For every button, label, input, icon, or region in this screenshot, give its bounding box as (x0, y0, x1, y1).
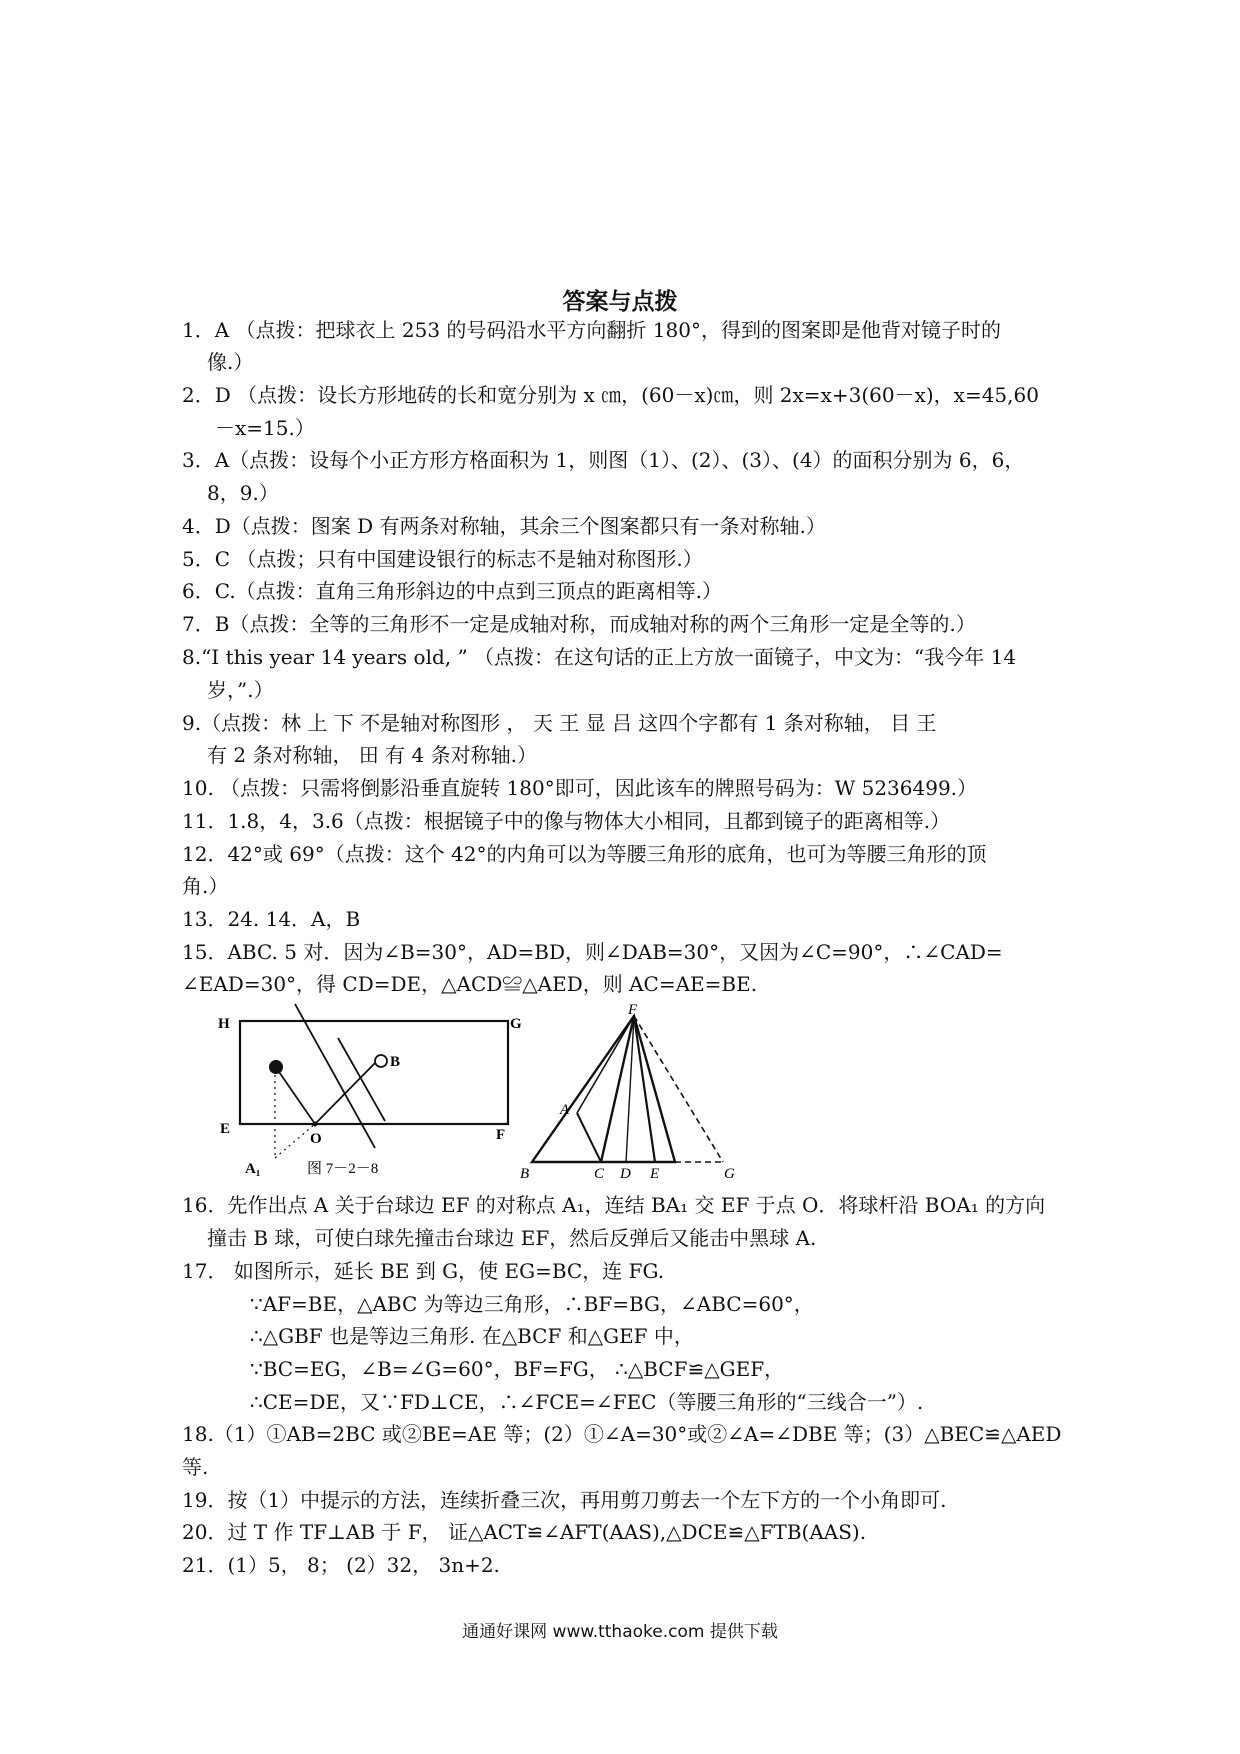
black-ball-icon (269, 1060, 283, 1074)
label-E: E (220, 1121, 231, 1137)
answer-16-line-2: 撞击 B 球，可使白球先撞击台球边 EF，然后反弹后又能击中黑球 A. (207, 1226, 817, 1250)
answer-7: 7．B（点拨：全等的三角形不一定是成轴对称，而成轴对称的两个三角形一定是全等的.） (182, 612, 976, 636)
label-G: G (510, 1016, 522, 1032)
label-F-apex: F (628, 1002, 638, 1018)
answer-19: 19．按（1）中提示的方法，连续折叠三次，再用剪刀剪去一个左下方的一个小角即可. (182, 1488, 947, 1512)
answer-2-line-1: 2．D （点拨：设长方形地砖的长和宽分别为 x ㎝，(60－x)㎝，则 2x=x+3(60－x)，x=45,60 (182, 383, 1039, 407)
answer-17: 17． 如图所示，延长 BE 到 G，使 EG=BC，连 FG. (182, 1259, 665, 1283)
page-title: 答案与点拨 (562, 289, 678, 315)
answer-6: 6．C.（点拨：直角三角形斜边的中点到三顶点的距离相等.） (182, 579, 723, 603)
answer-8-line-2: 岁，”.） (207, 678, 274, 702)
answer-4: 4．D（点拨：图案 D 有两条对称轴，其余三个图案都只有一条对称轴.） (182, 514, 826, 538)
label-H: H (218, 1016, 230, 1032)
answer-12-line-1: 12．42°或 69°（点拨：这个 42°的内角可以为等腰三角形的底角，也可为等腰三角形的顶 (182, 842, 987, 866)
label-C: C (594, 1166, 605, 1182)
answer-11: 11．1.8，4，3.6（点拨：根据镜子中的像与物体大小相同，且都到镜子的距离相等.） (182, 809, 951, 833)
label-F: F (496, 1127, 506, 1143)
label-A1: A₁ (245, 1161, 261, 1177)
answer-5: 5．C （点拨；只有中国建设银行的标志不是轴对称图形.） (182, 547, 703, 571)
label-B: B (390, 1054, 401, 1070)
label-O: O (310, 1131, 322, 1147)
answer-21: 21．(1）5， 8； (2）32， 3n+2. (182, 1553, 500, 1577)
answer-9-line-2: 有 2 条对称轴， 田 有 4 条对称轴.） (207, 743, 537, 767)
answer-18-line-2: 等. (182, 1455, 209, 1479)
answer-17-step-4: ∴CE=DE，又∵FD⊥CE，∴∠FCE=∠FEC（等腰三角形的“三线合一”）. (250, 1390, 924, 1414)
figure-caption: 图 7－2－8 (307, 1161, 379, 1177)
answer-20: 20．过 T 作 TF⊥AB 于 F， 证△ACT≌∠AFT(AAS),△DCE≌△FTB(AAS). (182, 1520, 867, 1544)
label-D: D (620, 1166, 631, 1182)
label-A: A (560, 1102, 570, 1118)
answer-15-line-1: 15．ABC. 5 对．因为∠B=30°，AD=BD，则∠DAB=30°，又因为∠C=90°，∴∠CAD= (182, 940, 1003, 964)
answer-15-line-2: ∠EAD=30°，得 CD=DE，△ACD≌△AED，则 AC=AE=BE. (182, 972, 758, 996)
label-B-vertex: B (520, 1166, 530, 1182)
answer-16-line-1: 16．先作出点 A 关于台球边 EF 的对称点 A₁，连结 BA₁ 交 EF 于点 O．将球杆沿 BOA₁ 的方向 (182, 1193, 1046, 1217)
answer-17-step-2: ∴△GBF 也是等边三角形. 在△BCF 和△GEF 中， (250, 1324, 694, 1348)
answer-8-line-1: 8.“I this year 14 years old, ” （点拨：在这句话的正上方放一面镜子，中文为：“我今年 14 (182, 645, 1017, 669)
answer-13-14: 13．24. 14．A，B (182, 907, 361, 931)
answer-9-line-1: 9.（点拨：林 上 下 不是轴对称图形 ， 天 王 显 吕 这四个字都有 1 条对称轴， 目 王 (182, 711, 937, 735)
answer-12-line-2: 角.） (182, 874, 229, 898)
answer-1-line-1: 1．A （点拨：把球衣上 253 的号码沿水平方向翻折 180°，得到的图案即是他背对镜子时的 (182, 318, 1001, 342)
figure-triangle (520, 1002, 755, 1182)
answer-3-line-1: 3．A（点拨：设每个小正方形方格面积为 1，则图（1）、(2）、(3）、(4）的面积分别为 6，6， (182, 448, 1025, 472)
label-G-vertex: G (724, 1166, 735, 1182)
answer-1-line-2: 像.） (207, 350, 254, 374)
footer-download-note: 通通好课网 www.tthaoke.com 提供下载 (462, 1622, 778, 1642)
answer-2-line-2: －x=15.） (215, 416, 315, 440)
answer-18-line-1: 18.（1）①AB=2BC 或②BE=AE 等；(2）①∠A=30°或②∠A=∠DBE 等；(3）△BEC≌△AED (182, 1422, 1062, 1446)
figure-billiard-table (215, 1003, 520, 1180)
answer-17-step-1: ∵AF=BE，△ABC 为等边三角形，∴BF=BG，∠ABC=60°， (250, 1292, 814, 1316)
label-E-vertex: E (650, 1166, 660, 1182)
answer-17-step-3: ∵BC=EG，∠B=∠G=60°，BF=FG， ∴△BCF≌△GEF， (250, 1357, 785, 1381)
answer-3-line-2: 8，9.） (207, 481, 279, 505)
white-ball-icon (375, 1055, 387, 1067)
answer-10: 10. （点拨：只需将倒影沿垂直旋转 180°即可，因此该车的牌照号码为：W 5236499.） (182, 776, 978, 800)
